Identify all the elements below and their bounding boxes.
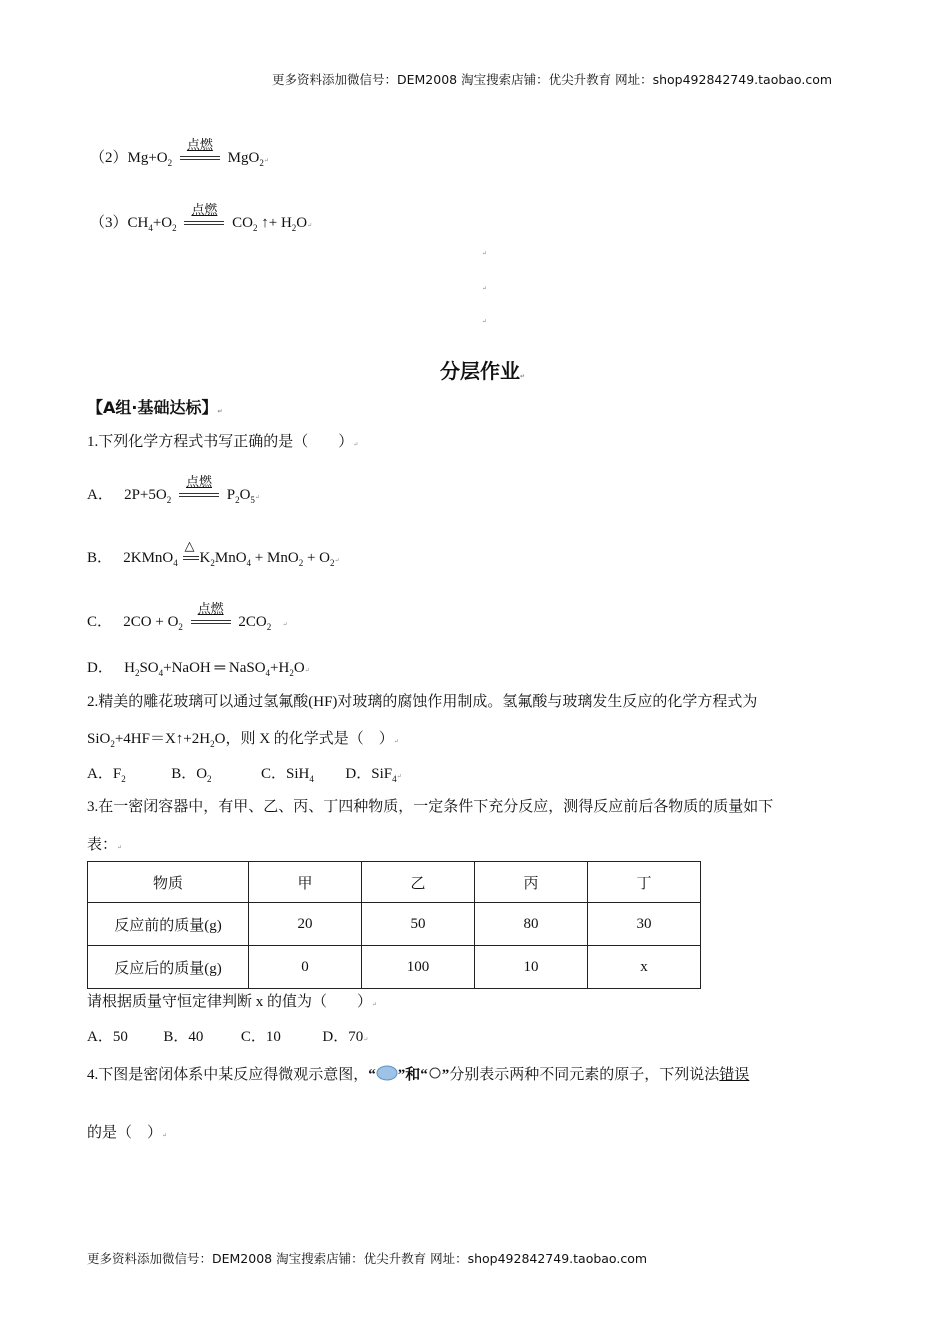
- equation-2: $(2)Mg+O_2$ 点燃 MgO$_2$↵: [90, 136, 269, 168]
- paragraph-mark: ↵: [482, 286, 488, 292]
- q3-options: A．50 B．40 C．10 D．70↵: [87, 1029, 369, 1045]
- question-3-line1: 3.在一密闭容器中，有甲、乙、丙、丁四种物质，一定条件下充分反应，测得反应前后各物质的质量如下: [87, 799, 774, 815]
- table-cell: 甲: [249, 862, 362, 903]
- reaction-arrow: 点燃: [176, 154, 224, 164]
- table-cell: 丙: [475, 862, 588, 903]
- table-cell: 丁: [588, 862, 701, 903]
- q1-option-a: A． $2P+5O_2$ 点燃 $P_2O_5↵$: [87, 473, 260, 505]
- question-2-line2: $SiO_2+4HF=X↑+2H_2O$，则 X 的化学式是（ ）↵: [87, 731, 399, 749]
- table-cell: 20: [249, 903, 362, 946]
- q2-option-c: C．SiH$_4$: [261, 766, 314, 784]
- table-cell: 30: [588, 903, 701, 946]
- section-title: 分层作业↵: [440, 359, 526, 383]
- atom-empty-icon: [428, 1066, 442, 1080]
- q3-option-b: B．40: [163, 1029, 204, 1045]
- q2-options: A．$F_2$ B．$O_2$ C．SiH$_4$ D．SiF$_4$↵: [87, 766, 402, 784]
- equation-3: $(3)CH_4+O_2$ 点燃 $CO_2$ ↑+ $H_2O↵$: [90, 201, 313, 233]
- reaction-arrow: 点燃: [175, 491, 223, 501]
- q2-option-a: A．$F_2$: [87, 766, 126, 784]
- q2-option-d: D．SiF$_4$: [345, 766, 397, 784]
- q2-option-b: B．$O_2$: [171, 766, 212, 784]
- table-cell: 物质: [88, 862, 249, 903]
- q3-option-c: C．10: [240, 1029, 281, 1045]
- paragraph-mark: ↵: [482, 319, 488, 325]
- question-3-after: 请根据质量守恒定律判断 x 的值为（ ）↵: [87, 994, 378, 1010]
- q1-option-d: D． $H_2SO_4+NaOH$ ═ $NaSO_4+H_2O↵$: [87, 660, 310, 678]
- q1-option-c: C． $2CO + O_2$ 点燃 $2CO_2$ ↵: [87, 600, 288, 632]
- table-cell: 0: [249, 946, 362, 989]
- table-row: [88, 903, 701, 946]
- page-header: 更多资料添加微信号：DEM2008 淘宝搜索店铺：优尖升教育 网址：shop492842749.taobao.com: [272, 72, 833, 87]
- reaction-arrow: 点燃: [187, 618, 235, 628]
- page-footer: 更多资料添加微信号：DEM2008 淘宝搜索店铺：优尖升教育 网址：shop492842749.taobao.com: [87, 1251, 648, 1266]
- question-2-line1: 2.精美的雕花玻璃可以通过氢氟酸(HF)对玻璃的腐蚀作用制成。氢氟酸与玻璃发生反应的化学方程式为: [87, 694, 758, 710]
- table-row: [88, 946, 701, 989]
- q3-option-d: D．70: [322, 1029, 364, 1045]
- question-3-line2: 表：↵: [87, 837, 123, 853]
- table-header-row: [88, 862, 701, 903]
- table-cell: x: [588, 946, 701, 989]
- q1-option-b: B． 2KMnO$_4$ △ $K_2MnO_4 + MnO_2$ + $O_2↵$: [87, 537, 340, 568]
- question-4-line1: 4.下图是密闭体系中某反应得微观示意图，“ ”和“ ”分别表示两种不同元素的原子，下列说法错误: [87, 1067, 750, 1083]
- table-cell: 乙: [362, 862, 475, 903]
- group-a-heading: 【A组·基础达标】↵: [87, 398, 223, 417]
- q3-option-a: A．50: [87, 1029, 128, 1045]
- atom-filled-icon: [376, 1065, 398, 1081]
- table-cell: 反应前的质量(g): [88, 903, 249, 946]
- table-cell: 80: [475, 903, 588, 946]
- table-cell: 反应后的质量(g): [88, 946, 249, 989]
- heat-condition: △: [182, 554, 200, 564]
- question-4-line2: 的是（ ）↵: [87, 1125, 168, 1141]
- table-cell: 100: [362, 946, 475, 989]
- table-cell: 50: [362, 903, 475, 946]
- paragraph-mark: ↵: [482, 251, 488, 257]
- reaction-arrow: 点燃: [180, 219, 228, 229]
- question-1-stem: 1.下列化学方程式书写正确的是（ ）↵: [87, 434, 359, 450]
- table-cell: 10: [475, 946, 588, 989]
- mass-table: [87, 861, 701, 989]
